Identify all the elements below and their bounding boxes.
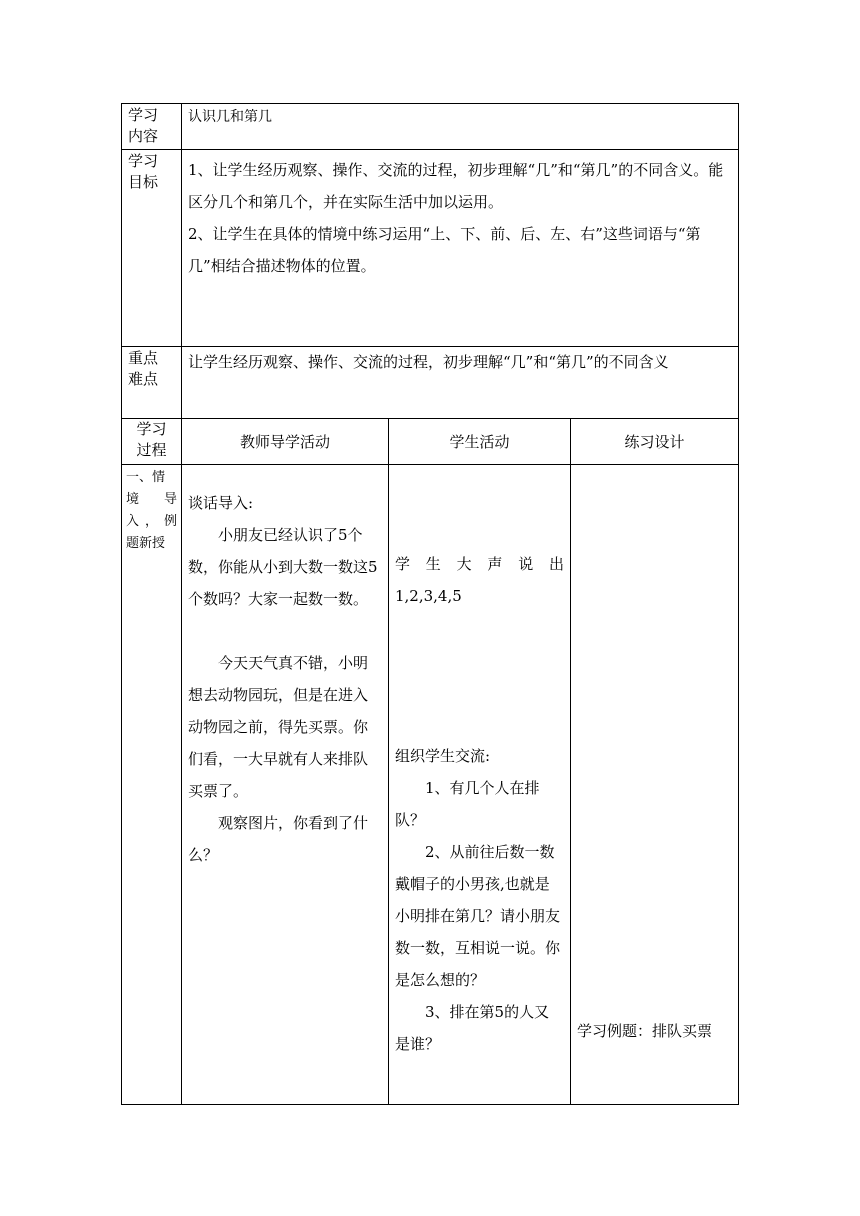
label-line: 内容 (128, 127, 159, 145)
student-say-numbers: 1,2,3,4,5 (395, 587, 462, 605)
label-line: 目标 (128, 173, 159, 191)
section-line: 境 导 (126, 492, 177, 507)
label-line: 难点 (128, 370, 159, 388)
header-student: 学生活动 (389, 419, 571, 465)
student-question: 2、从前往后数一数戴帽子的小男孩,也就是小明排在第几？请小朋友数一数，互相说一说。你是怎么想的？ (395, 843, 561, 989)
goal-item: 1、让学生经历观察、操作、交流的过程，初步理解“几”和“第几”的不同含义。能区分几个和第几个，并在实际生活中加以运用。 (188, 161, 724, 211)
label-key-points (122, 347, 182, 419)
process-row (122, 465, 739, 1105)
label-line: 学习 (128, 106, 159, 124)
student-question: 3、排在第5的人又是谁？ (395, 1003, 550, 1053)
key-points-cell (182, 347, 739, 419)
key-points-text: 让学生经历观察、操作、交流的过程，初步理解“几”和“第几”的不同含义 (188, 353, 669, 371)
practice-design (571, 465, 739, 1105)
student-question: 1、有几个人在排队？ (395, 779, 540, 829)
student-organize: 组织学生交流: (395, 747, 491, 765)
teacher-intro: 谈话导入: (188, 494, 254, 512)
teacher-paragraph: 今天天气真不错，小明想去动物园玩，但是在进入动物园之前，得先买票。你们看，一大早就有人来排队买票了。 (188, 654, 369, 800)
practice-text: 学习例题：排队买票 (577, 1022, 713, 1040)
row-content (122, 104, 739, 150)
row-goals (122, 150, 739, 347)
header-line: 过程 (136, 441, 167, 459)
section-label (122, 465, 182, 1105)
teacher-paragraph: 观察图片，你看到了什么？ (188, 814, 369, 864)
lesson-topic: 认识几和第几 (188, 109, 272, 125)
student-say: 学 生 大 声 说 出 (395, 555, 564, 573)
goal-item: 2、让学生在具体的情境中练习运用“上、下、前、后、左、右”这些词语与“第几”相结合描述物体的位置。 (188, 225, 701, 275)
student-activity (389, 465, 571, 1105)
teacher-paragraph: 小朋友已经认识了5个数，你能从小到大数一数这5个数吗？大家一起数一数。 (188, 526, 378, 608)
lesson-plan-table (121, 103, 739, 1105)
row-key-points (122, 347, 739, 419)
spacer (395, 612, 564, 740)
content-cell (182, 104, 739, 150)
header-process (122, 419, 182, 465)
spacer (188, 615, 382, 647)
header-practice: 练习设计 (571, 419, 739, 465)
label-line: 学习 (128, 152, 159, 170)
goals-cell (182, 150, 739, 347)
section-line: 题新授 (126, 536, 166, 551)
label-line: 重点 (128, 349, 159, 367)
section-line: 入，例 (126, 514, 177, 529)
header-line: 学习 (136, 420, 167, 438)
section-line: 一、情 (126, 470, 166, 485)
label-content (122, 104, 182, 150)
teacher-activity (182, 465, 389, 1105)
label-goals (122, 150, 182, 347)
header-row (122, 419, 739, 465)
header-teacher: 教师导学活动 (182, 419, 389, 465)
